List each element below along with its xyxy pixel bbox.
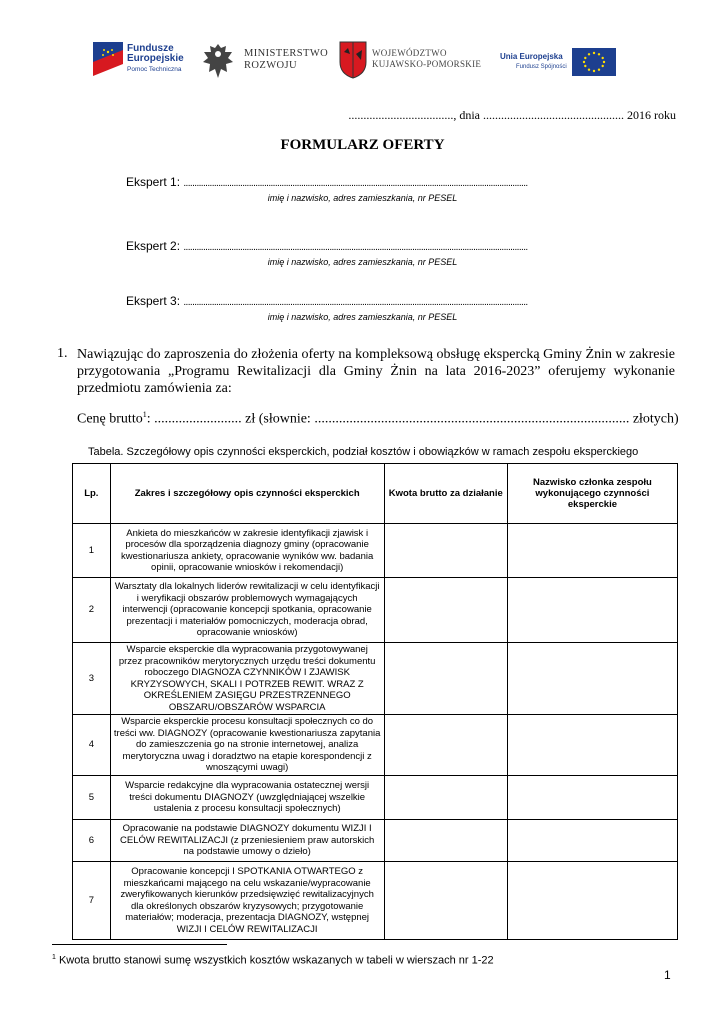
- expert-1-sublabel: imię i nazwisko, adres zamieszkania, nr PESEL: [267, 193, 458, 203]
- price-footnote-ref: 1: [142, 410, 147, 419]
- row-lp: 2: [73, 578, 111, 643]
- expert-1-label: Ekspert 1:: [126, 175, 181, 189]
- fundusze-europejskie-logo: [93, 42, 205, 82]
- row-member-cell[interactable]: [507, 643, 677, 715]
- price-rest: : ......................... zł (słownie: .......................................................................................... złotych): [146, 411, 679, 427]
- row-lp: 5: [73, 776, 111, 820]
- date-line: ..................................., dnia ............................................... 2016 roku: [348, 108, 676, 122]
- fundusze-title-line2: Europejskie: [127, 53, 184, 64]
- row-amount-cell[interactable]: [384, 820, 507, 862]
- row-lp: 1: [73, 524, 111, 578]
- table-header-row: [73, 464, 678, 524]
- point-text: Nawiązując do zaproszenia do złożenia oferty na kompleksową obsługę ekspercką Gminy Żnin w zakresie przygotowania „Programu Rewitalizacji dla Gminy Żnin na lata 2016-2023” oferujemy wykonanie przedmiotu zamówienia za:: [77, 347, 675, 396]
- table-row: [73, 776, 678, 820]
- page-title: FORMULARZ OFERTY: [280, 137, 445, 153]
- fundusze-title: [127, 44, 184, 64]
- footnote-marker: 1: [52, 954, 56, 961]
- row-amount-cell[interactable]: [384, 524, 507, 578]
- expert-2-dots: ..............................................................................................................................................................: [183, 242, 528, 253]
- expert-1-field[interactable]: [126, 175, 528, 189]
- kujawsko-pomorskie-coat-of-arms-icon: [338, 40, 368, 80]
- expert-3-field[interactable]: [126, 294, 528, 308]
- row-amount-cell[interactable]: [384, 578, 507, 643]
- expert-3-dots: ..............................................................................................................................................................: [183, 297, 528, 308]
- expert-2-sublabel: imię i nazwisko, adres zamieszkania, nr PESEL: [267, 257, 458, 267]
- point-number: 1.: [57, 346, 68, 361]
- eu-flag-icon: [572, 48, 616, 76]
- row-lp: 7: [73, 862, 111, 940]
- row-description: Wsparcie eksperckie dla wypracowania przygotowywanej przez pracowników merytorycznych urzędu treści dokumentu roboczego DIAGNOZA CZYNNIKÓW I ZJAWISK KRYZYSOWYCH, SKALI I POTRZEB REWIT. WRAZ Z OKREŚLENIEM ZASIĘGU PRZESTRZENNEGO OBSZARU/OBSZARÓW WSPARCIA: [110, 643, 384, 715]
- table-row: [73, 862, 678, 940]
- unia-europejska-title: Unia Europejska: [500, 52, 563, 61]
- row-description: Opracowanie na podstawie DIAGNOZY dokumentu WIZJI I CELÓW REWITALIZACJI (z przeniesieniem praw autorskich na podstawie umowy o dzieło): [110, 820, 384, 862]
- fundusze-subtitle: Pomoc Techniczna: [127, 66, 182, 73]
- row-amount-cell[interactable]: [384, 862, 507, 940]
- header-amount: Kwota brutto za działanie: [384, 464, 507, 524]
- table-row: [73, 715, 678, 776]
- row-member-cell[interactable]: [507, 820, 677, 862]
- header-lp: Lp.: [73, 464, 111, 524]
- price-label: Cenę brutto: [77, 411, 143, 427]
- row-lp: 3: [73, 643, 111, 715]
- expert-3-sublabel: imię i nazwisko, adres zamieszkania, nr PESEL: [267, 312, 458, 322]
- row-member-cell[interactable]: [507, 776, 677, 820]
- fundusze-title-line1: Fundusze: [127, 43, 174, 54]
- row-member-cell[interactable]: [507, 524, 677, 578]
- row-member-cell[interactable]: [507, 715, 677, 776]
- header-member-name: Nazwisko członka zespołu wykonującego czynności eksperckie: [507, 464, 677, 524]
- expert-activities-table: [72, 463, 678, 940]
- wojewodztwo-text: [372, 48, 481, 70]
- row-description: Warsztaty dla lokalnych liderów rewitalizacji w celu identyfikacji i weryfikacji obszarów problemowych wymagających interwencji (opracowanie koncepcji spotkania, opracowanie prezentacji i materiałów pomocniczych, moderacja obrad, opracowanie wniosków): [110, 578, 384, 643]
- table-row: [73, 578, 678, 643]
- row-amount-cell[interactable]: [384, 776, 507, 820]
- table-row: [73, 643, 678, 715]
- row-description: Opracowanie koncepcji I SPOTKANIA OTWARTEGO z mieszkańcami mającego na celu wskazanie/wypracowanie zweryfikowanych kierunków przedsięwzięć rewitalizacyjnych dla określonych obszarów kryzysowych; przygotowanie materiałów; moderacja, prezentacja DIAGNOZY, wstępnej WIZJI I CELÓW REWITALIZACJI: [110, 862, 384, 940]
- row-amount-cell[interactable]: [384, 643, 507, 715]
- expert-2-label: Ekspert 2:: [126, 239, 181, 253]
- header-scope: Zakres i szczegółowy opis czynności eksperckich: [110, 464, 384, 524]
- row-lp: 4: [73, 715, 111, 776]
- expert-2-field[interactable]: [126, 239, 528, 253]
- page-number: 1: [664, 968, 671, 982]
- expert-3-label: Ekspert 3:: [126, 294, 181, 308]
- ministerstwo-rozwoju-text: [244, 48, 328, 72]
- price-line[interactable]: [77, 410, 677, 428]
- expert-1-dots: ..............................................................................................................................................................: [183, 178, 528, 189]
- wojewodztwo-line2: KUJAWSKO-POMORSKIE: [372, 59, 482, 69]
- table-caption: Tabela. Szczegółowy opis czynności eksperckich, podział kosztów i obowiązków w ramach zespołu eksperckiego: [88, 446, 639, 458]
- table-row: [73, 820, 678, 862]
- row-amount-cell[interactable]: [384, 715, 507, 776]
- table-row: [73, 524, 678, 578]
- ministerstwo-line2: ROZWOJU: [244, 60, 297, 71]
- row-member-cell[interactable]: [507, 862, 677, 940]
- wojewodztwo-line1: WOJEWÓDZTWO: [372, 48, 447, 58]
- ministerstwo-line1: MINISTERSTWO: [244, 48, 329, 59]
- row-lp: 6: [73, 820, 111, 862]
- row-member-cell[interactable]: [507, 578, 677, 643]
- row-description: Wsparcie eksperckie procesu konsultacji społecznych co do treści ww. DIAGNOZY (opracowanie kwestionariusza zapytania do zamieszczenia go na stronie internetowej, analiza merytoryczna uwag i doradztwo na etapie korespondencji z wnoszącymi uwagi): [110, 715, 384, 776]
- row-description: Ankieta do mieszkańców w zakresie identyfikacji zjawisk i procesów dla sporządzenia diagnozy gminy (opracowanie kwestionariusza ankiety, opracowanie wyników ww. badania opinii, opracowanie wniosków i rekomendacji): [110, 524, 384, 578]
- fundusze-europejskie-flag-icon: [93, 42, 123, 76]
- footnote: [52, 954, 494, 967]
- footnote-separator: [52, 944, 227, 945]
- row-description: Wsparcie redakcyjne dla wypracowania ostatecznej wersji treści dokumentu DIAGNOZY (uwzględniającej wszelkie ustalenia z procesu konsultacji społecznych): [110, 776, 384, 820]
- footnote-text: Kwota brutto stanowi sumę wszystkich kosztów wskazanych w tabeli w wierszach nr 1-22: [55, 954, 494, 967]
- polish-eagle-emblem-icon: [200, 40, 236, 82]
- fundusz-spojnosci-subtitle: Fundusz Spójności: [516, 64, 567, 70]
